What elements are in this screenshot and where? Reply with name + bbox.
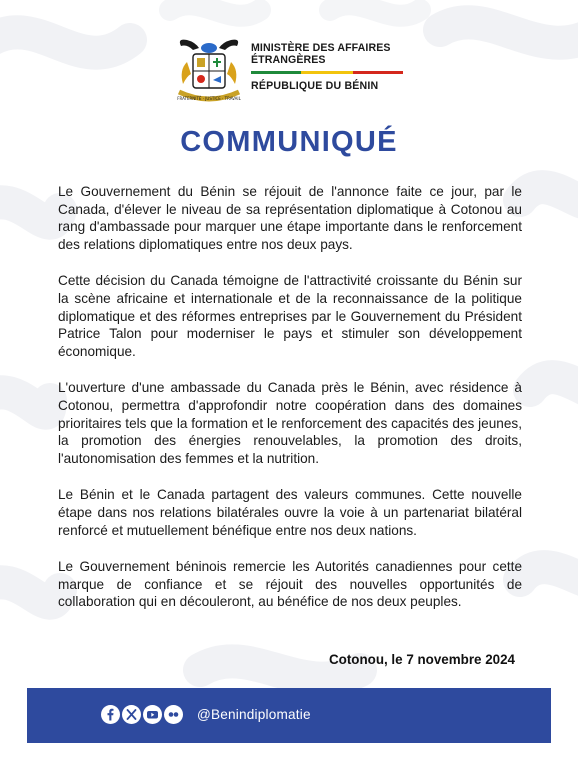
flickr-icon[interactable]	[164, 705, 183, 724]
social-handle[interactable]: @Benindiplomatie	[197, 707, 311, 722]
paragraph-3: L'ouverture d'une ambassade du Canada près le Bénin, avec résidence à Cotonou, permettra d'approfondir notre coopération dans des domaines prioritaires tels que la formation et le renforcement des capacités des jeunes, la promotion des énergies renouvelables, la promotion des droits, l'autonomisation des femmes et la nutrition.	[58, 380, 522, 466]
ministry-header	[173, 36, 413, 106]
x-icon[interactable]	[122, 705, 141, 724]
flag-red-band	[353, 71, 403, 74]
republic-name: RÉPUBLIQUE DU BÉNIN	[251, 80, 379, 92]
coat-of-arms-icon	[173, 36, 245, 106]
social-icons	[101, 705, 183, 724]
facebook-icon[interactable]	[101, 705, 120, 724]
youtube-icon[interactable]	[143, 705, 162, 724]
paragraph-2: Cette décision du Canada témoigne de l'attractivité croissante du Bénin sur la scène africaine et internationale et de la reconnaissance de la politique diplomatique et des réformes entreprises par le Gouvernement du Président Patrice Talon pour moderniser le pays et stimuler son développement économique.	[58, 273, 522, 359]
page-title: COMMUNIQUÉ	[180, 126, 398, 158]
flag-yellow-band	[301, 71, 353, 74]
paragraph-4: Le Bénin et le Canada partagent des valeurs communes. Cette nouvelle étape dans nos relations bilatérales ouvre la voie à un partenariat bilatéral renforcé et mutuellement bénéfique entre nos deux nations.	[58, 487, 522, 538]
svg-text:FRATERNITÉ · JUSTICE · TRAVAIL: FRATERNITÉ · JUSTICE · TRAVAIL	[177, 96, 241, 101]
place-and-date: Cotonou, le 7 novembre 2024	[328, 652, 515, 667]
ministry-name: MINISTÈRE DES AFFAIRES ÉTRANGÈRES	[251, 42, 391, 66]
ministry-title-block	[251, 42, 411, 92]
flag-stripe	[251, 71, 403, 74]
footer-bar	[27, 688, 551, 743]
communique-body	[58, 183, 522, 630]
paragraph-5: Le Gouvernement béninois remercie les Autorités canadiennes pour cette marque de confiance et se réjouit des nouvelles opportunités de collaboration qui en découleront, au bénéfice de nos deux peuples.	[58, 559, 522, 610]
paragraph-1: Le Gouvernement du Bénin se réjouit de l'annonce faite ce jour, par le Canada, d'élever le niveau de sa représentation diplomatique à Cotonou au rang d'ambassade pour marquer une étape importante dans le renforcement des relations diplomatiques entre nos deux pays.	[58, 184, 522, 252]
flag-green-band	[251, 71, 301, 74]
